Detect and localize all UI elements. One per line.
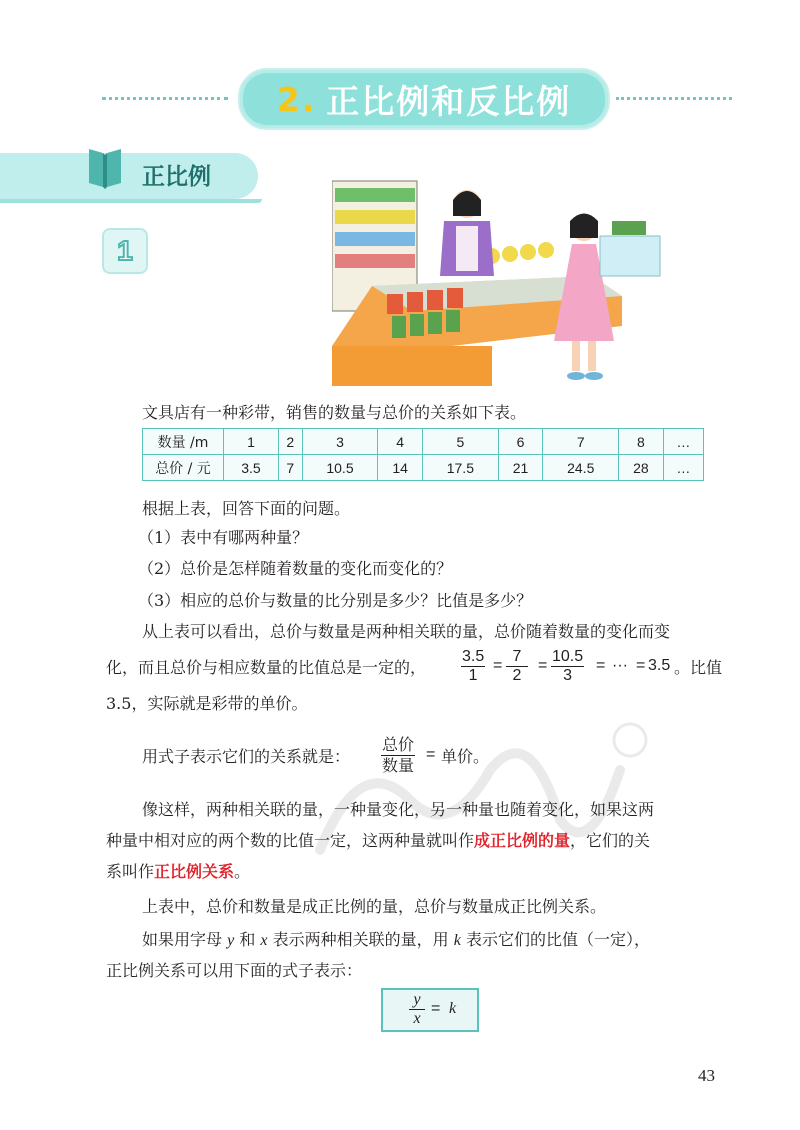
letters-text: 表示两种相关联的量，用 xyxy=(272,930,449,949)
letters-text: 如果用字母 xyxy=(142,930,223,949)
ellipsis: ··· xyxy=(612,657,628,674)
conclusion-text: 上表中，总价和数量是成正比例的量，总价与数量成正比例关系。 xyxy=(142,897,607,916)
table-cell: 24.5 xyxy=(543,455,619,481)
fraction-numerator: y xyxy=(413,991,421,1008)
title-dots-left xyxy=(102,97,228,100)
table-cell: 1 xyxy=(224,429,279,455)
chapter-title xyxy=(238,68,610,130)
definition-text: 。 xyxy=(234,862,251,881)
shop-illustration xyxy=(332,176,662,386)
page-number: 43 xyxy=(698,1066,715,1085)
formula-box xyxy=(381,988,479,1032)
table-cell: 6 xyxy=(498,429,543,455)
fraction-numerator: 7 xyxy=(512,648,522,665)
table-cell: 3 xyxy=(302,429,378,455)
open-book-icon xyxy=(86,145,124,189)
section-label: 正比例 xyxy=(142,163,211,190)
questions-lead: 根据上表，回答下面的问题。 xyxy=(142,499,351,518)
equals-sign: = xyxy=(596,657,606,674)
var-k: k xyxy=(453,932,461,949)
relation-text: 用式子表示它们的关系就是： xyxy=(142,747,351,766)
analysis-line-2: 化，而且总价与相应数量的比值总是一定的， xyxy=(106,658,427,677)
table-cell: 4 xyxy=(378,429,423,455)
ratio-fraction xyxy=(551,648,584,685)
row-header: 数量 /m xyxy=(143,429,224,455)
example-number-badge: 1 xyxy=(102,228,148,274)
table-cell: 7 xyxy=(278,455,302,481)
analysis-line-3: 3.5，实际就是彩带的单价。 xyxy=(106,694,308,713)
row-header: 总价 / 元 xyxy=(143,455,224,481)
table-cell: 28 xyxy=(619,455,664,481)
ratio-fraction xyxy=(506,648,528,685)
term-proportional-quantities: 成正比例的量 xyxy=(474,831,571,850)
letters-line-2: 正比例关系可以用下面的式子表示： xyxy=(106,961,363,980)
price-table xyxy=(142,428,704,481)
formula-fraction xyxy=(409,991,425,1028)
relation-result: 单价。 xyxy=(441,747,490,766)
table-cell: 17.5 xyxy=(422,455,498,481)
ratio-result: 3.5 xyxy=(648,657,671,674)
table-cell: 21 xyxy=(498,455,543,481)
definition-line-3 xyxy=(106,860,250,884)
chapter-title-text: 正比例和反比例 xyxy=(326,81,572,121)
fraction-denominator: 2 xyxy=(512,667,522,684)
analysis-line-2-tail: 。比值 xyxy=(674,658,723,677)
table-cell: 2 xyxy=(278,429,302,455)
equals-sign: = xyxy=(538,657,548,674)
chapter-number: 2. xyxy=(276,79,317,119)
term-direct-proportion: 正比例关系 xyxy=(154,862,235,881)
table-row xyxy=(143,429,704,455)
question-3: （3）相应的总价与数量的比分别是多少？比值是多少？ xyxy=(138,591,533,610)
equals-sign: = xyxy=(426,746,436,763)
definition-text: ，它们的关 xyxy=(570,831,651,850)
question-2: （2）总价是怎样随着数量的变化而变化的？ xyxy=(138,559,453,578)
fraction-denominator: 3 xyxy=(563,667,573,684)
ratio-fraction xyxy=(461,648,485,685)
table-cell: … xyxy=(663,429,703,455)
table-cell: 14 xyxy=(378,455,423,481)
table-cell: 10.5 xyxy=(302,455,378,481)
fraction-numerator: 3.5 xyxy=(462,648,485,665)
table-cell: 3.5 xyxy=(224,455,279,481)
definition-text: 种量中相对应的两个数的比值一定，这两种量就叫作 xyxy=(106,831,475,850)
intro-text: 文具店有一种彩带，销售的数量与总价的关系如下表。 xyxy=(142,403,527,422)
var-x: x xyxy=(260,932,268,949)
table-row xyxy=(143,455,704,481)
definition-text: 系叫作 xyxy=(106,862,155,881)
question-1: （1）表中有哪两种量？ xyxy=(138,528,309,547)
letters-line-1 xyxy=(142,928,650,953)
analysis-line-1: 从上表可以看出，总价与数量是两种相关联的量，总价随着数量的变化而变 xyxy=(142,622,671,641)
equals-sign: = xyxy=(493,657,503,674)
table-cell: … xyxy=(663,455,703,481)
table-cell: 8 xyxy=(619,429,664,455)
definition-line-2 xyxy=(106,829,650,853)
fraction-denominator: 1 xyxy=(468,667,478,684)
letters-text: 和 xyxy=(239,930,256,949)
formula-rhs: k xyxy=(449,1000,457,1017)
fraction-denominator: x xyxy=(413,1010,421,1027)
var-y: y xyxy=(227,932,235,949)
equals-sign: = xyxy=(431,1000,441,1017)
section-bar xyxy=(0,153,258,199)
title-dots-right xyxy=(616,97,732,100)
table-cell: 7 xyxy=(543,429,619,455)
fraction-denominator: 数量 xyxy=(382,756,415,775)
publisher-watermark xyxy=(300,710,660,880)
definition-line-1: 像这样，两种相关联的量，一种量变化，另一种量也随着变化，如果这两 xyxy=(142,800,655,819)
fraction-numerator: 总价 xyxy=(382,735,415,754)
equals-sign: = xyxy=(636,657,646,674)
letters-text: 表示它们的比值（一定）， xyxy=(465,930,650,949)
fraction-numerator: 10.5 xyxy=(552,648,584,665)
table-cell: 5 xyxy=(422,429,498,455)
